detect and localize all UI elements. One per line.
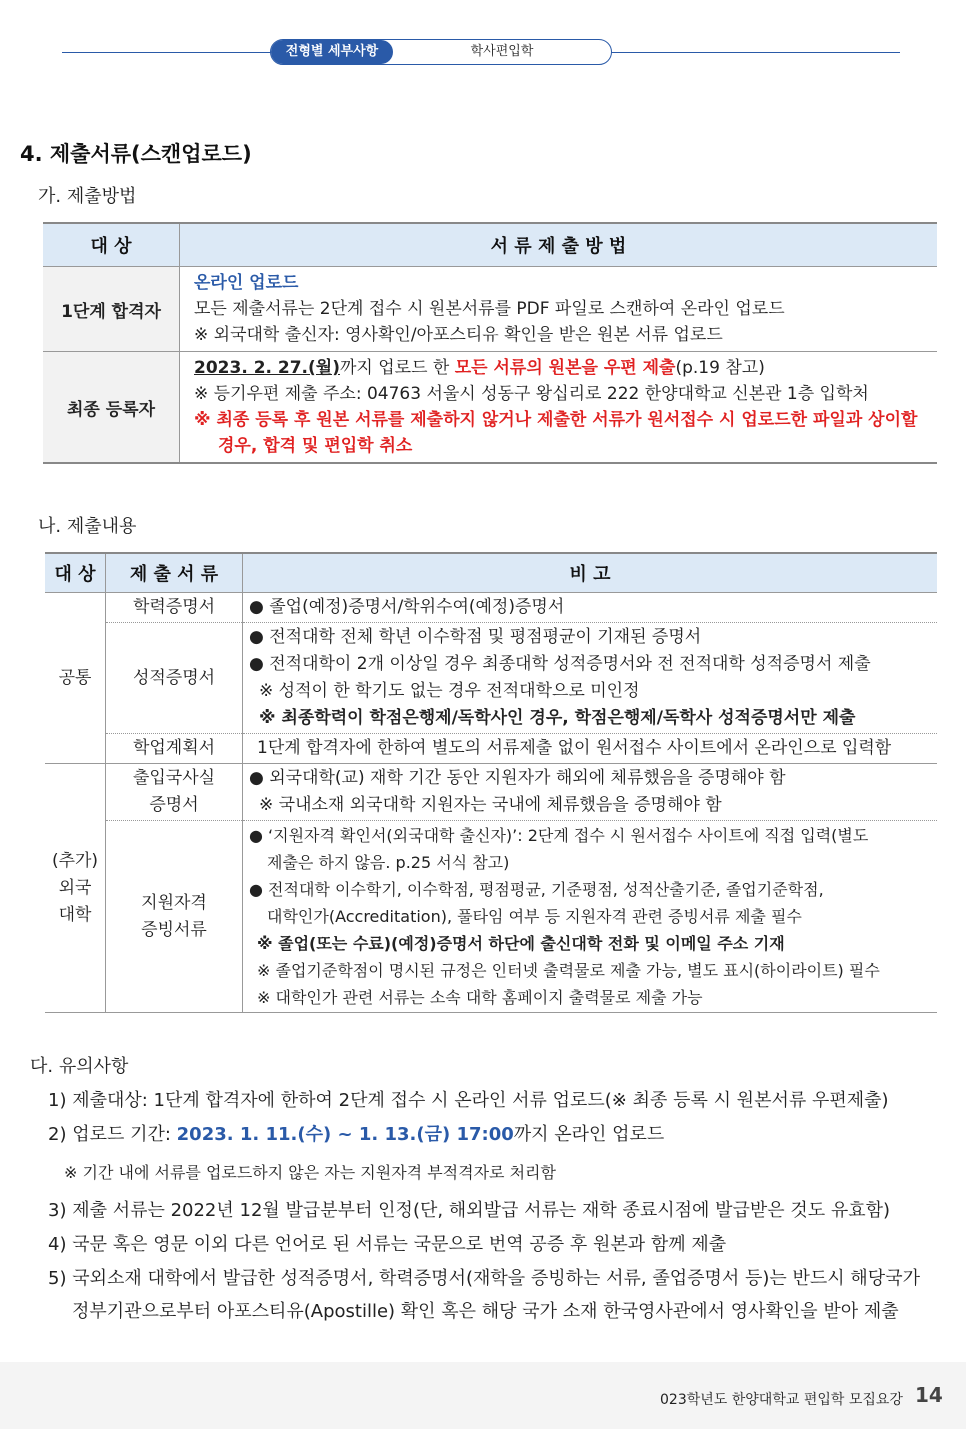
doc-note: ● 전적대학 전체 학년 이수학점 및 평점평균이 기재된 증명서 bbox=[249, 627, 702, 647]
doc-note: ※ 대학인가 관련 서류는 소속 대학 홈페이지 출력물로 제출 가능 bbox=[257, 988, 703, 1007]
mailing-address: ※ 등기우편 제출 주소: 04763 서울시 성동구 왕십리로 222 한양대학교 신본관 1층 입학처 bbox=[194, 384, 869, 404]
doc-note: ※ 성적이 한 학기도 없는 경우 전적대학으로 미인정 bbox=[259, 681, 640, 701]
warning-note: ※ 최종 등록 후 원본 서류를 제출하지 않거나 제출한 서류가 원서접수 시 업로드한 파일과 상이할 bbox=[194, 410, 918, 430]
method-subtitle: 가. 제출방법 bbox=[38, 186, 137, 207]
doc-note: ● 전적대학 이수학기, 이수학점, 평점평균, 기준평점, 성적산출기준, 졸업기준학점, bbox=[249, 880, 824, 899]
header-tab bbox=[270, 39, 612, 65]
col-note-header: 비 고 bbox=[243, 553, 938, 593]
note-item: 1) 제출대상: 1단계 합격자에 한하여 2단계 접수 시 온라인 서류 업로드(※ 최종 등록 시 원본서류 우편제출) bbox=[48, 1090, 889, 1111]
footer-title: 023학년도 한양대학교 편입학 모집요강 bbox=[660, 1392, 903, 1408]
table-row: 최종 등록자 2023. 2. 27.(월)까지 업로드 한 모든 서류의 원본을 우편 제출(p.19 참고) ※ 등기우편 제출 주소: 04763 서울시 성동구 왕십리로 222 한양대학교 신본관 1층 입학처 ※ 최종 등록 후 원본 서류를 제출하지 않거나 제출한 서류가 원서접수 시 업로드한 파일과 상이할 경우, 합격 및 편입학 취소 bbox=[43, 352, 937, 464]
upload-period: 2023. 1. 11.(수) ~ 1. 13.(금) 17:00 bbox=[176, 1124, 514, 1145]
doc-note: 1단계 합격자에 한하여 별도의 서류제출 없이 원서접수 사이트에서 온라인으로 입력함 bbox=[243, 734, 938, 764]
doc-note: ※ 최종학력이 학점은행제/독학사인 경우, 학점은행제/독학사 성적증명서만 제출 bbox=[259, 708, 856, 728]
method-note: ※ 외국대학 출신자: 영사확인/아포스티유 확인을 받은 원본 서류 업로드 bbox=[194, 325, 723, 345]
table-row bbox=[45, 764, 937, 821]
category-foreign: (추가) 외국 대학 bbox=[45, 764, 106, 1013]
doc-note: ※ 국내소재 외국대학 지원자는 국내에 체류했음을 증명해야 함 bbox=[259, 795, 722, 815]
doc-name: 성적증명서 bbox=[106, 623, 243, 734]
submission-contents-table bbox=[45, 552, 937, 1013]
category-common: 공통 bbox=[45, 593, 106, 764]
col-method-header: 서 류 제 출 방 법 bbox=[180, 223, 938, 267]
doc-note: 대학인가(Accreditation), 풀타임 여부 등 지원자격 관련 증빙서류 제출 필수 bbox=[267, 907, 802, 926]
table-row bbox=[45, 821, 937, 1013]
row-label: 1단계 합격자 bbox=[43, 267, 180, 352]
table-row bbox=[45, 623, 937, 734]
doc-name: 학력증명서 bbox=[106, 593, 243, 623]
mail-original-note: 모든 서류의 원본을 우편 제출 bbox=[454, 358, 676, 378]
col-docs-header: 제 출 서 류 bbox=[106, 553, 243, 593]
header-section-label: 전형별 세부사항 bbox=[271, 40, 393, 64]
note-sub: ※ 기간 내에 서류를 업로드하지 않은 자는 지원자격 부적격자로 처리함 bbox=[64, 1163, 556, 1182]
doc-name: 학업계획서 bbox=[106, 734, 243, 764]
doc-name: 출입국사실 증명서 bbox=[106, 764, 243, 821]
doc-note: ※ 졸업기준학점이 명시된 규정은 인터넷 출력물로 제출 가능, 별도 표시(하이라이트) 필수 bbox=[257, 961, 880, 980]
table-row bbox=[45, 593, 937, 623]
note-item: 5) 국외소재 대학에서 발급한 성적증명서, 학력증명서(재학을 증빙하는 서류, 졸업증명서 등)는 반드시 해당국가 bbox=[48, 1268, 920, 1289]
deadline-date: 2023. 2. 27.(월) bbox=[194, 358, 340, 378]
doc-note: 제출은 하지 않음. p.25 서식 참고) bbox=[267, 853, 510, 872]
contents-subtitle: 나. 제출내용 bbox=[38, 516, 137, 537]
doc-name: 지원자격 증빙서류 bbox=[106, 821, 243, 1013]
col-target-header: 대 상 bbox=[43, 223, 180, 267]
warning-note-cont: 경우, 합격 및 편입학 취소 bbox=[218, 436, 413, 456]
header-topic-label: 학사편입학 bbox=[470, 44, 534, 59]
doc-note: ● 졸업(예정)증명서/학위수여(예정)증명서 bbox=[243, 593, 938, 623]
notes-title: 다. 유의사항 bbox=[30, 1056, 129, 1077]
section-title: 4. 제출서류(스캔업로드) bbox=[20, 142, 252, 166]
note-item: 4) 국문 혹은 영문 이외 다른 언어로 된 서류는 국문으로 번역 공증 후 원본과 함께 제출 bbox=[48, 1234, 727, 1255]
col-target-header: 대 상 bbox=[45, 553, 106, 593]
note-item: 3) 제출 서류는 2022년 12월 발급분부터 인정(단, 해외발급 서류는 재학 종료시점에 발급받은 것도 유효함) bbox=[48, 1200, 891, 1221]
doc-note: ※ 졸업(또는 수료)(예정)증명서 하단에 출신대학 전화 및 이메일 주소 기재 bbox=[257, 934, 785, 953]
table-row bbox=[43, 267, 937, 352]
doc-note: ● ‘지원자격 확인서(외국대학 출신자)’: 2단계 접수 시 원서접수 사이트에 직접 입력(별도 bbox=[249, 826, 869, 845]
note-item-cont: 정부기관으로부터 아포스티유(Apostille) 확인 혹은 해당 국가 소재 한국영사관에서 영사확인을 받아 제출 bbox=[72, 1301, 899, 1322]
page-number: 14 bbox=[915, 1383, 943, 1407]
doc-note: ● 외국대학(교) 재학 기간 동안 지원자가 해외에 체류했음을 증명해야 함 bbox=[249, 768, 786, 788]
note-item: 2) 업로드 기간: 2023. 1. 11.(수) ~ 1. 13.(금) 17:00까지 온라인 업로드 bbox=[48, 1124, 665, 1145]
table-row bbox=[45, 734, 937, 764]
method-text: 모든 제출서류는 2단계 접수 시 원본서류를 PDF 파일로 스캔하여 온라인 업로드 bbox=[194, 299, 785, 319]
row-label: 최종 등록자 bbox=[43, 352, 180, 464]
submission-method-table bbox=[43, 222, 937, 464]
doc-note: ● 전적대학이 2개 이상일 경우 최종대학 성적증명서와 전 전적대학 성적증명서 제출 bbox=[249, 654, 871, 674]
online-upload-heading: 온라인 업로드 bbox=[194, 273, 299, 293]
